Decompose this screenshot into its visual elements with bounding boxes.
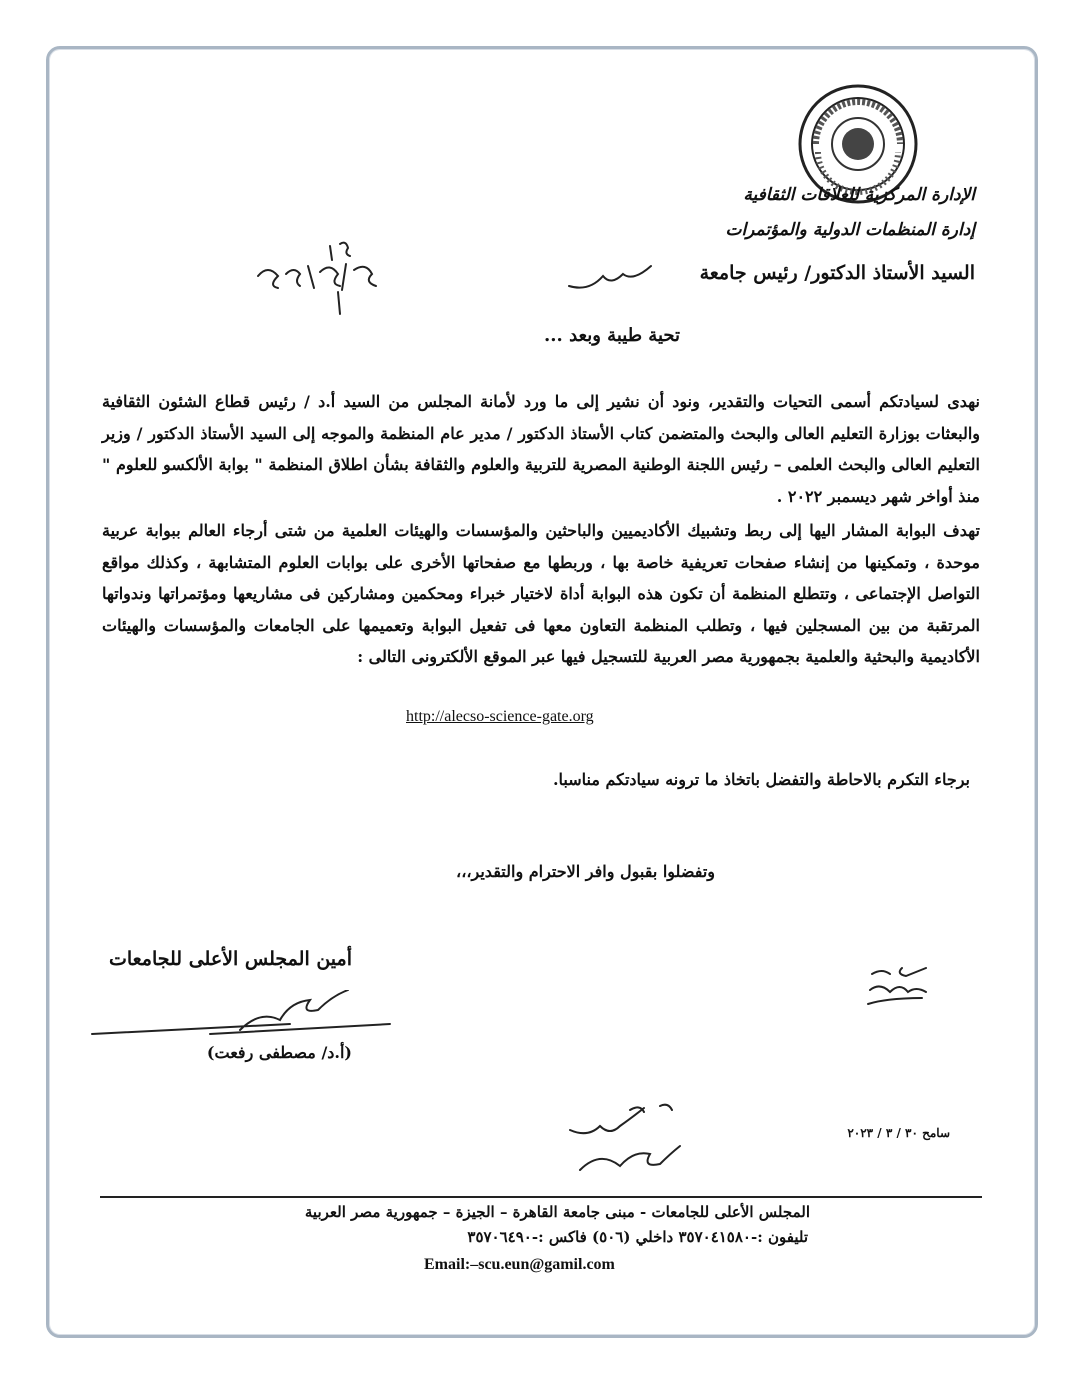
handwritten-note (560, 1100, 700, 1190)
footer-divider (100, 1196, 982, 1198)
signatory-name: (أ.د/ مصطفى رفعت) (206, 1043, 352, 1062)
footer-email[interactable]: Email:–scu.eun@gamil.com (424, 1256, 615, 1273)
closing-line: وتفضلوا بقبول وافر الاحترام والتقدير،،، (456, 862, 715, 881)
footer-phone: تليفون :-٣٥٧٠٤١٥٨٠ داخلي (٥٠٦) فاكس :-٣٥٧٠٦٤٩٠ (467, 1228, 808, 1246)
addressee: السيد الأستاذ الدكتور/ رئيس جامعة (699, 262, 975, 284)
request-line: برجاء التكرم بالاحاطة والتفضل باتخاذ ما ترونه سيادتكم مناسبا. (552, 770, 970, 789)
signatory-title: أمين المجلس الأعلى للجامعات (108, 948, 352, 970)
signature-scribble (90, 990, 410, 1040)
body-paragraph-1: نهدى لسيادتكم أسمى التحيات والتقدير، ونود أن نشير إلى ما ورد لأمانة المجلس من السيد أ.د / رئيس قطاع الشئون الثقافية والبعثات بوزارة التعليم العالى والبحث والمتضمن كتاب الأستاذ الدكتور / مدير عام المنظمة والموجه إلى السيد الأستاذ الدكتور / وزير التعليم العالى والبحث العلمى – رئيس اللجنة الوطنية المصرية للتربية والعلوم والثقافة بشأن اطلاق المنظمة " بوابة الألكسو للعلوم " منذ أواخر شهر ديسمبر ٢٠٢٢ . (102, 392, 981, 506)
department-line-2: إدارة المنظمات الدولية والمؤتمرات (725, 220, 975, 240)
handwritten-initials (862, 960, 932, 1010)
department-line-1: الإدارة المركزية للعلاقات الثقافية (743, 185, 975, 205)
footer-address: المجلس الأعلى للجامعات - مبنى جامعة القاهرة – الجيزة – جمهورية مصر العربية (304, 1203, 810, 1221)
greeting: تحية طيبة وبعد ... (544, 325, 680, 346)
date-note: سامح ٣٠ / ٣ / ٢٠٢٣ (847, 1126, 950, 1140)
handwritten-university-name (565, 258, 655, 298)
alecso-gate-link[interactable]: http://alecso-science-gate.org (406, 708, 594, 725)
body-paragraph-2: تهدف البوابة المشار اليها إلى ربط وتشبيك الأكاديميين والباحثين والمؤسسات والهيئات العلمية من شتى أرجاء العالم ببوابة عربية موحدة ، وتمكينها من إنشاء صفحات تعريفية خاصة بها ، وربطها مع صفحاتها الأخرى على بوابات العلوم المتشابهة ، وكذلك مواقع التواصل الإجتماعى ، وتتطلع المنظمة أن تكون هذه البوابة أداة لاختيار خبراء ومحكمين ومشاركين فى مشاريعها ومؤتمراتها وندواتها المرتقبة من بين المسجلين فيها ، وتطلب المنظمة التعاون معها فى تفعيل البوابة وتعميمها على الجامعات والمؤسسات والهيئات الأكاديمية والبحثية والعلمية بجمهورية مصر العربية للتسجيل فيها عبر الموقع الألكترونى التالى : (102, 521, 981, 666)
handwritten-date-mark (250, 236, 390, 316)
